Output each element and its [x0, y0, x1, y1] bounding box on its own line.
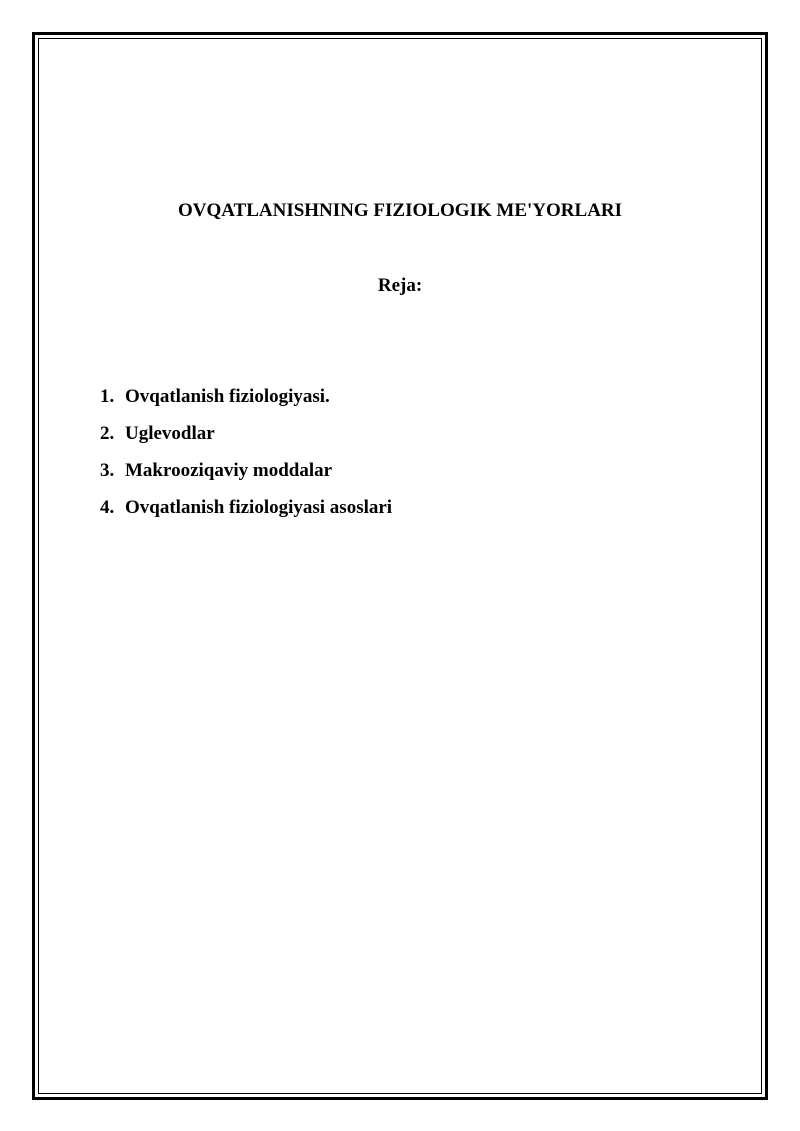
plan-item-text: Ovqatlanish fiziologiyasi asoslari [125, 497, 393, 518]
plan-item-number: 4. [100, 497, 115, 518]
page-border-inner [38, 38, 762, 1094]
plan-item-number: 3. [100, 460, 115, 481]
plan-item-number: 1. [100, 386, 115, 407]
plan-item [100, 422, 392, 459]
document-title: OVQATLANISHNING FIZIOLOGIK ME'YORLARI [177, 200, 623, 221]
plan-item-text: Uglevodlar [125, 423, 215, 444]
plan-item-text: Makrooziqaviy moddalar [125, 460, 333, 481]
plan-item [100, 496, 392, 533]
plan-item [100, 385, 392, 422]
plan-item-number: 2. [100, 423, 115, 444]
plan-heading: Reja: [377, 275, 423, 296]
plan-item-text: Ovqatlanish fiziologiyasi. [125, 386, 330, 407]
plan-list [100, 385, 392, 533]
plan-item [100, 459, 392, 496]
